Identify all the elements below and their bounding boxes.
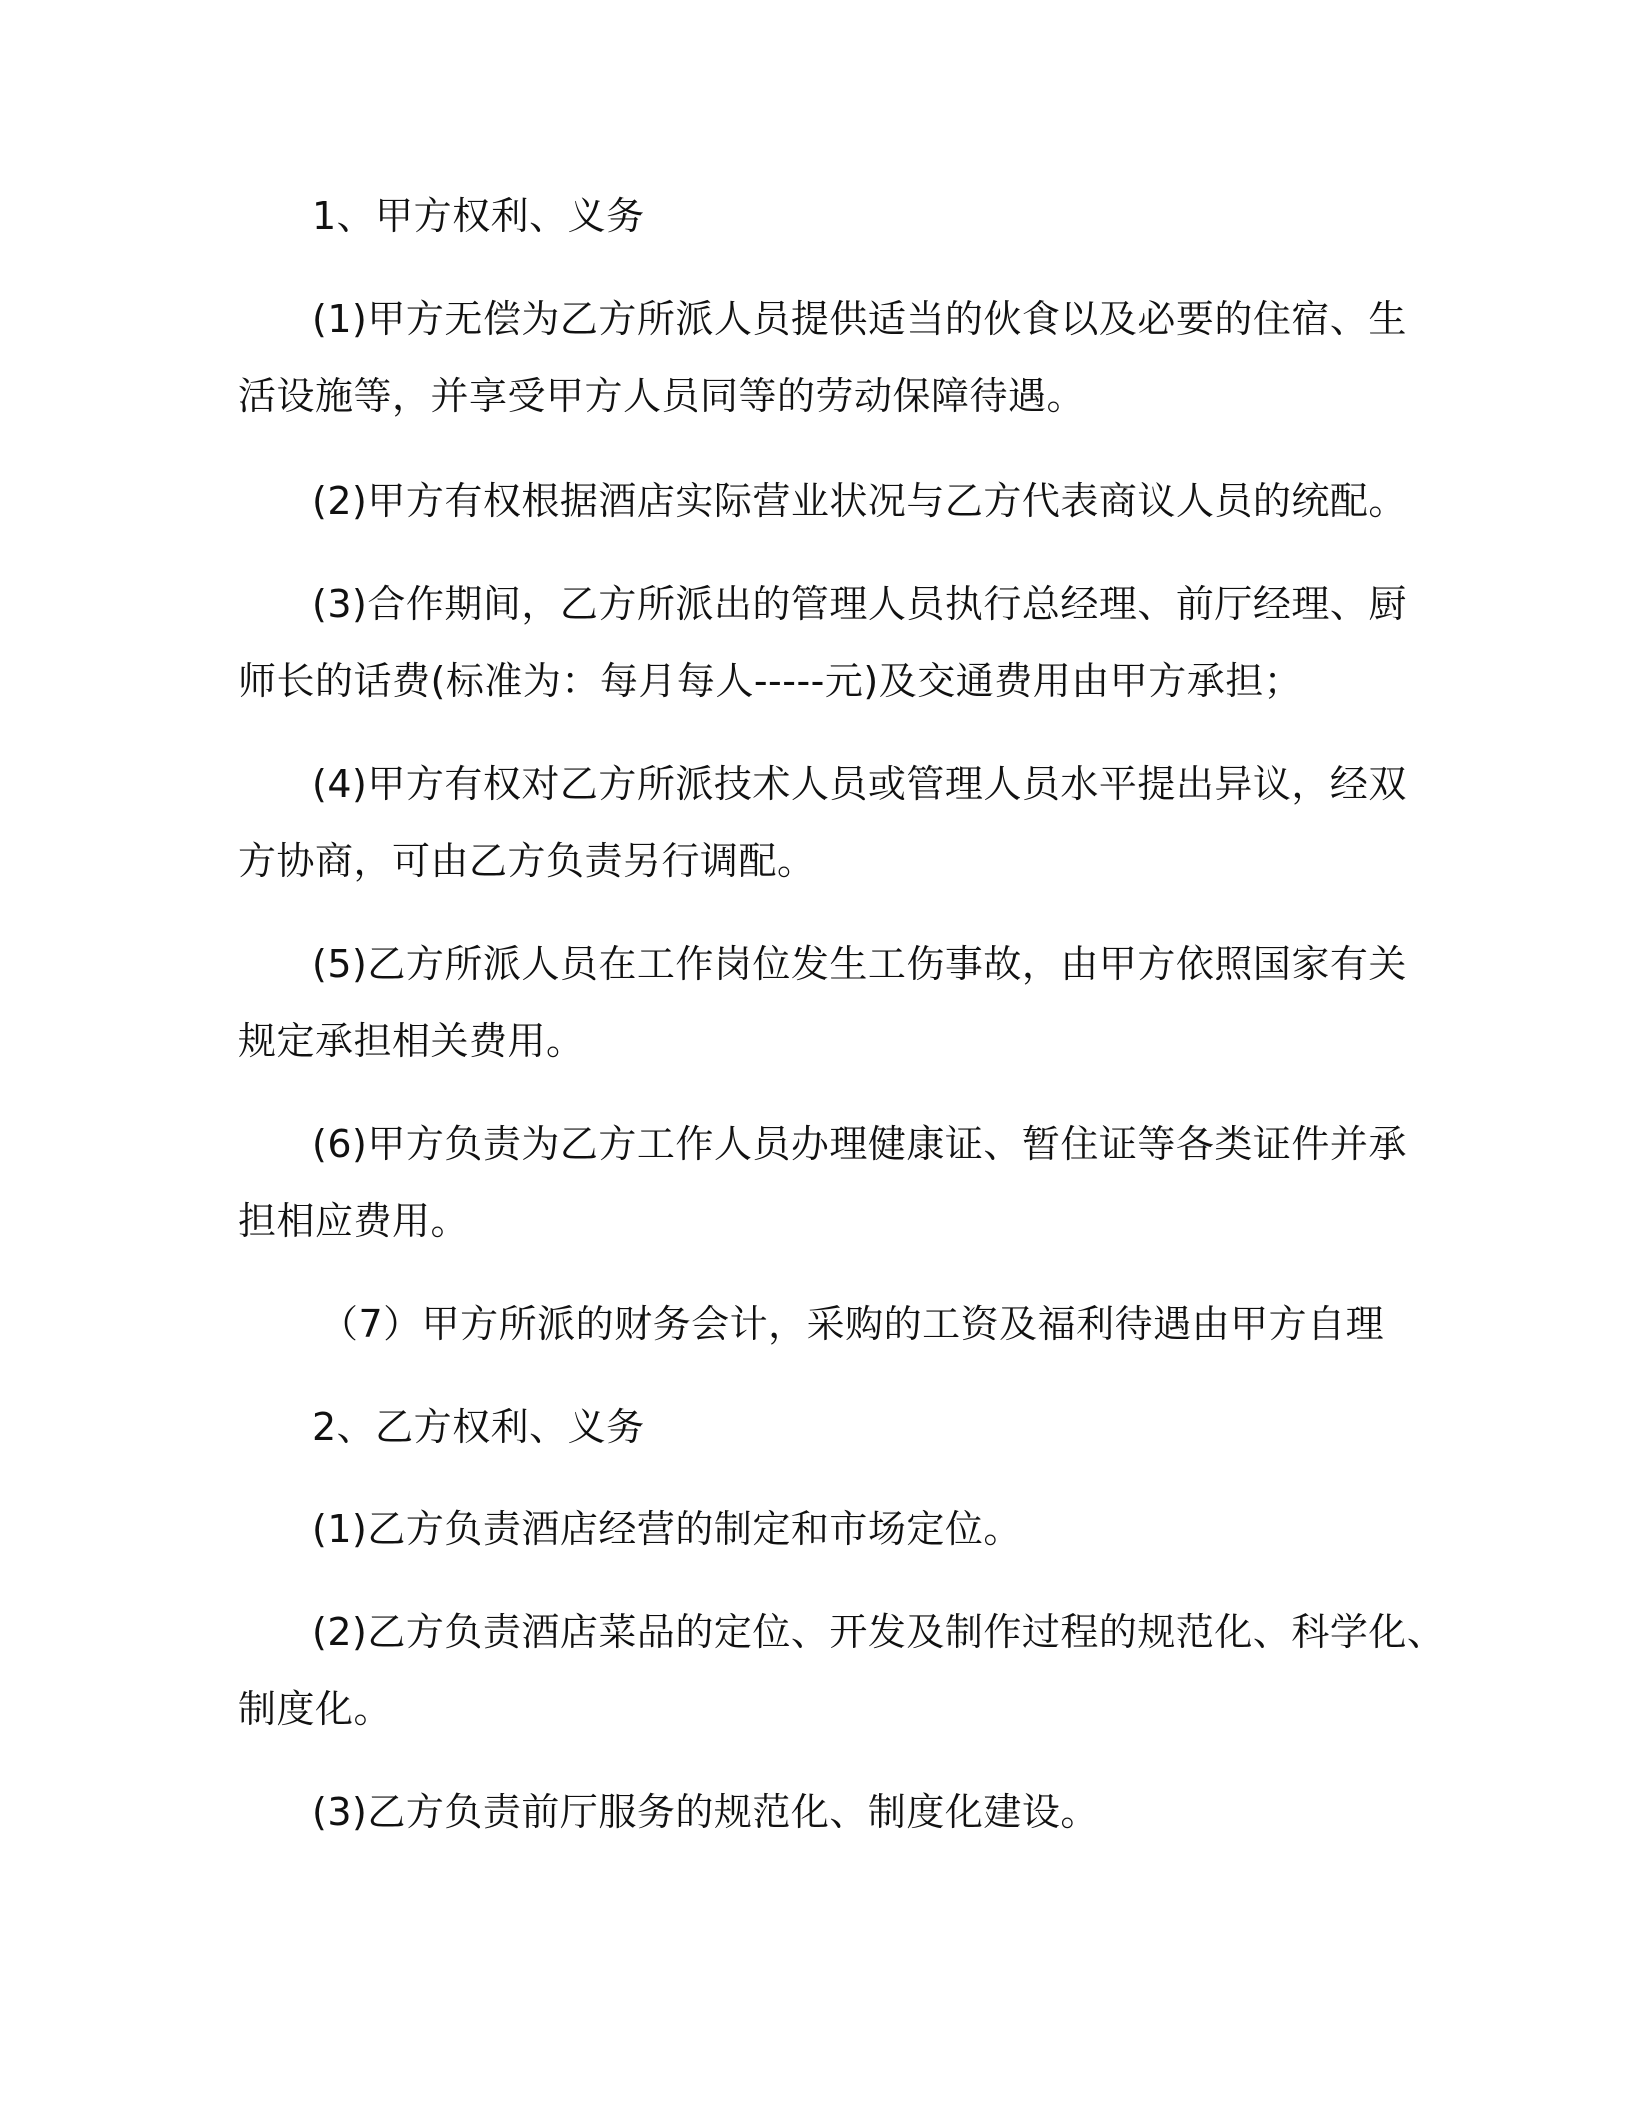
section1-item1-line1: (1)甲方无偿为乙方所派人员提供适当的伙食以及必要的住宿、生 xyxy=(312,297,1407,341)
section1-heading: 1、甲方权利、义务 xyxy=(312,194,645,238)
section1-item3-line1: (3)合作期间，乙方所派出的管理人员执行总经理、前厅经理、厨 xyxy=(312,582,1407,626)
section1-item5-line1: (5)乙方所派人员在工作岗位发生工伤事故，由甲方依照国家有关 xyxy=(312,942,1407,986)
section1-item6-line2: 担相应费用。 xyxy=(238,1199,470,1243)
section1-item1-line2: 活设施等，并享受甲方人员同等的劳动保障待遇。 xyxy=(238,374,1086,418)
section1-item4-line1: (4)甲方有权对乙方所派技术人员或管理人员水平提出异议，经双 xyxy=(312,762,1407,806)
section1-item2-line1: (2)甲方有权根据酒店实际营业状况与乙方代表商议人员的统配。 xyxy=(312,479,1407,523)
section2-item2-line2: 制度化。 xyxy=(238,1687,393,1731)
section1-item5-line2: 规定承担相关费用。 xyxy=(238,1019,585,1063)
section2-item3-line1: (3)乙方负责前厅服务的规范化、制度化建设。 xyxy=(312,1790,1099,1834)
section1-item6-line1: (6)甲方负责为乙方工作人员办理健康证、暂住证等各类证件并承 xyxy=(312,1122,1407,1166)
section2-item1-line1: (1)乙方负责酒店经营的制定和市场定位。 xyxy=(312,1507,1022,1551)
section2-item2-line1: (2)乙方负责酒店菜品的定位、开发及制作过程的规范化、科学化、 xyxy=(312,1610,1446,1654)
section1-item4-line2: 方协商，可由乙方负责另行调配。 xyxy=(238,839,816,883)
section2-heading: 2、乙方权利、义务 xyxy=(312,1405,645,1449)
section1-item7-line1: （7）甲方所派的财务会计，采购的工资及福利待遇由甲方自理 xyxy=(320,1302,1385,1346)
section1-item3-line2: 师长的话费(标准为：每月每人-----元)及交通费用由甲方承担； xyxy=(238,659,1303,703)
